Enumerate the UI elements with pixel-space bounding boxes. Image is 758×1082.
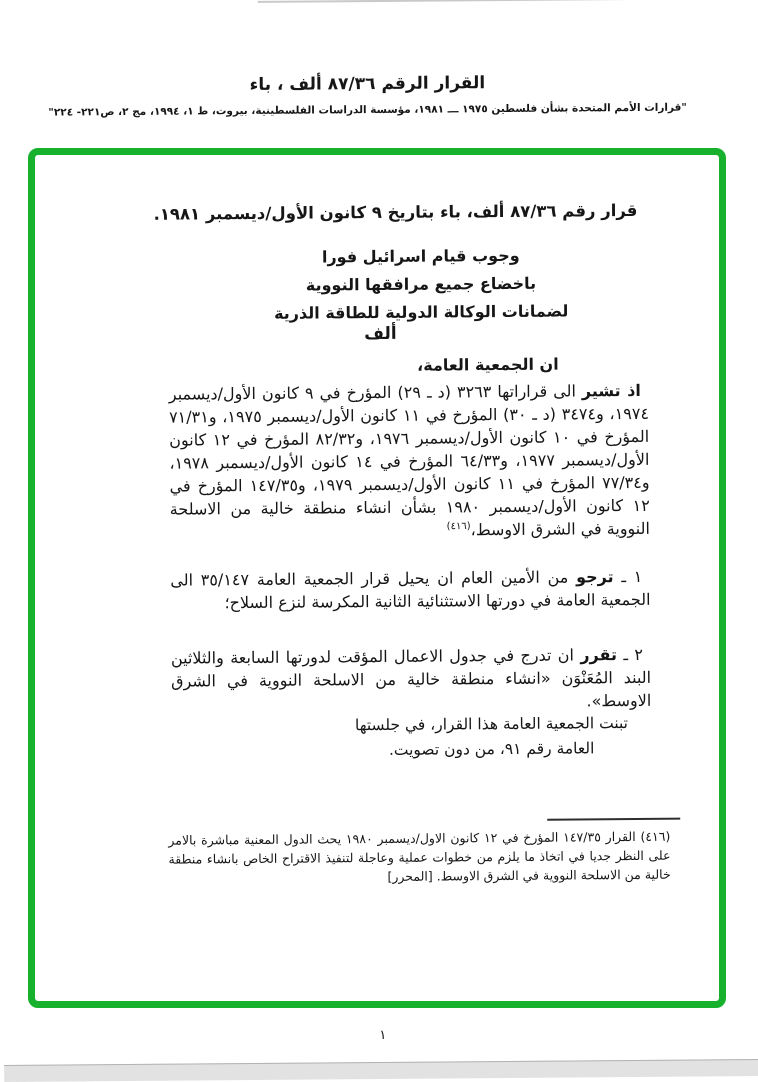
operative-1-lead: ترجو [575,567,614,587]
footnote-marker: (٤١٦) [640,828,671,844]
operative-1-number: ١ ـ [613,566,643,587]
preamble-lead: اذ تشير [581,380,641,401]
page-header-title: القرار الرقم ٨٧/٣٦ ألف ، باء [249,73,486,96]
resolution-subtitle-line-3: لضمانات الوكالة الدولية للطاقة الذرية [273,301,569,323]
section-label-alif: ألف [364,323,397,345]
scan-edge-bottom [4,1059,758,1082]
scan-edge-top [258,0,754,3]
operative-2-lead: تقرر [580,645,618,665]
footnote-reference-marker: (٤١٦) [446,520,471,533]
operative-1-body: من الأمين العام ان يحيل قرار الجمعية العامة ٣٥/١٤٧ الى الجمعية العامة في دورتها الاستثنائية الثانية المكرسة لنزع السلاح؛ [170,567,651,613]
page-header-source: "قرارات الأمم المتحدة بشأن فلسطين ١٩٧٥ ـــ ١٩٨١، مؤسسة الدراسات الفلسطينية، بيروت، ط ١، ١٩٩٤، مج ٢، ص٢٢١- ٢٢٤" [48,101,687,119]
resolution-title: قرار رقم ٨٧/٣٦ ألف، باء بتاريخ ٩ كانون الأول/ديسمبر ١٩٨١. [153,200,638,224]
operative-2-body: ان تدرج في جدول الاعمال المؤقت لدورتها السابعة والثلاثين البند المُعَنْوَن «انشاء منطقة خالية من الاسلحة النووية في الشرق الاوسط». [170,645,652,711]
page-number: ١ [379,1027,387,1044]
resolution-subtitle-line-1: وجوب قيام اسرائيل فورا [321,245,520,267]
highlight-frame [28,148,726,1008]
adoption-note: تبنت الجمعية العامة هذا القرار، في جلستها العامة رقم ٩١، من دون تصويت. [354,714,629,759]
preamble-body: الى قراراتها ٣٢٦٣ (د ـ ٢٩) المؤرخ في ٩ كانون الأول/ديسمبر ١٩٧٤، و٣٤٧٤ (د ـ ٣٠) المؤرخ في ١١ كانون الأول/ديسمبر ١٩٧٥، و٧١/٣١ المؤرخ في ١٠ كانون الأول/ديسمبر ١٩٧٦، و٨٢/٣٢ المؤرخ في ١٢ كانون الأول/ديسمبر ١٩٧٧، و٦٤/٣٣ المؤرخ في ١٤ كانون الأول/ديسمبر ١٩٧٨، و٧٧/٣٤ المؤرخ في ١١ كانون الأول/ديسمبر ١٩٧٩، و١٤٧/٣٥ المؤرخ في ١٢ كانون الأول/ديسمبر ١٩٨٠ بشأن انشاء منطقة خالية من الاسلحة النووية في الشرق الاوسط، [168,381,650,540]
preamble-opening: ان الجمعية العامة، [417,354,559,375]
operative-2-number: ٢ ـ [616,644,644,665]
resolution-subtitle-line-2: باخضاع جميع مرافقها النووية [305,273,537,295]
footnote-text: القرار ١٤٧/٣٥ المؤرخ في ١٢ كانون الاول/ديسمبر ١٩٨٠ يحث الدول المعنية مباشرة بالامر على النظر جديا في اتخاذ ما يلزم من خطوات عملية وعاجلة لتنفيذ الاقتراح الخاص بانشاء منطقة خالية من الاسلحة النووية في الشرق الاوسط. [المحرر] [168,828,671,884]
